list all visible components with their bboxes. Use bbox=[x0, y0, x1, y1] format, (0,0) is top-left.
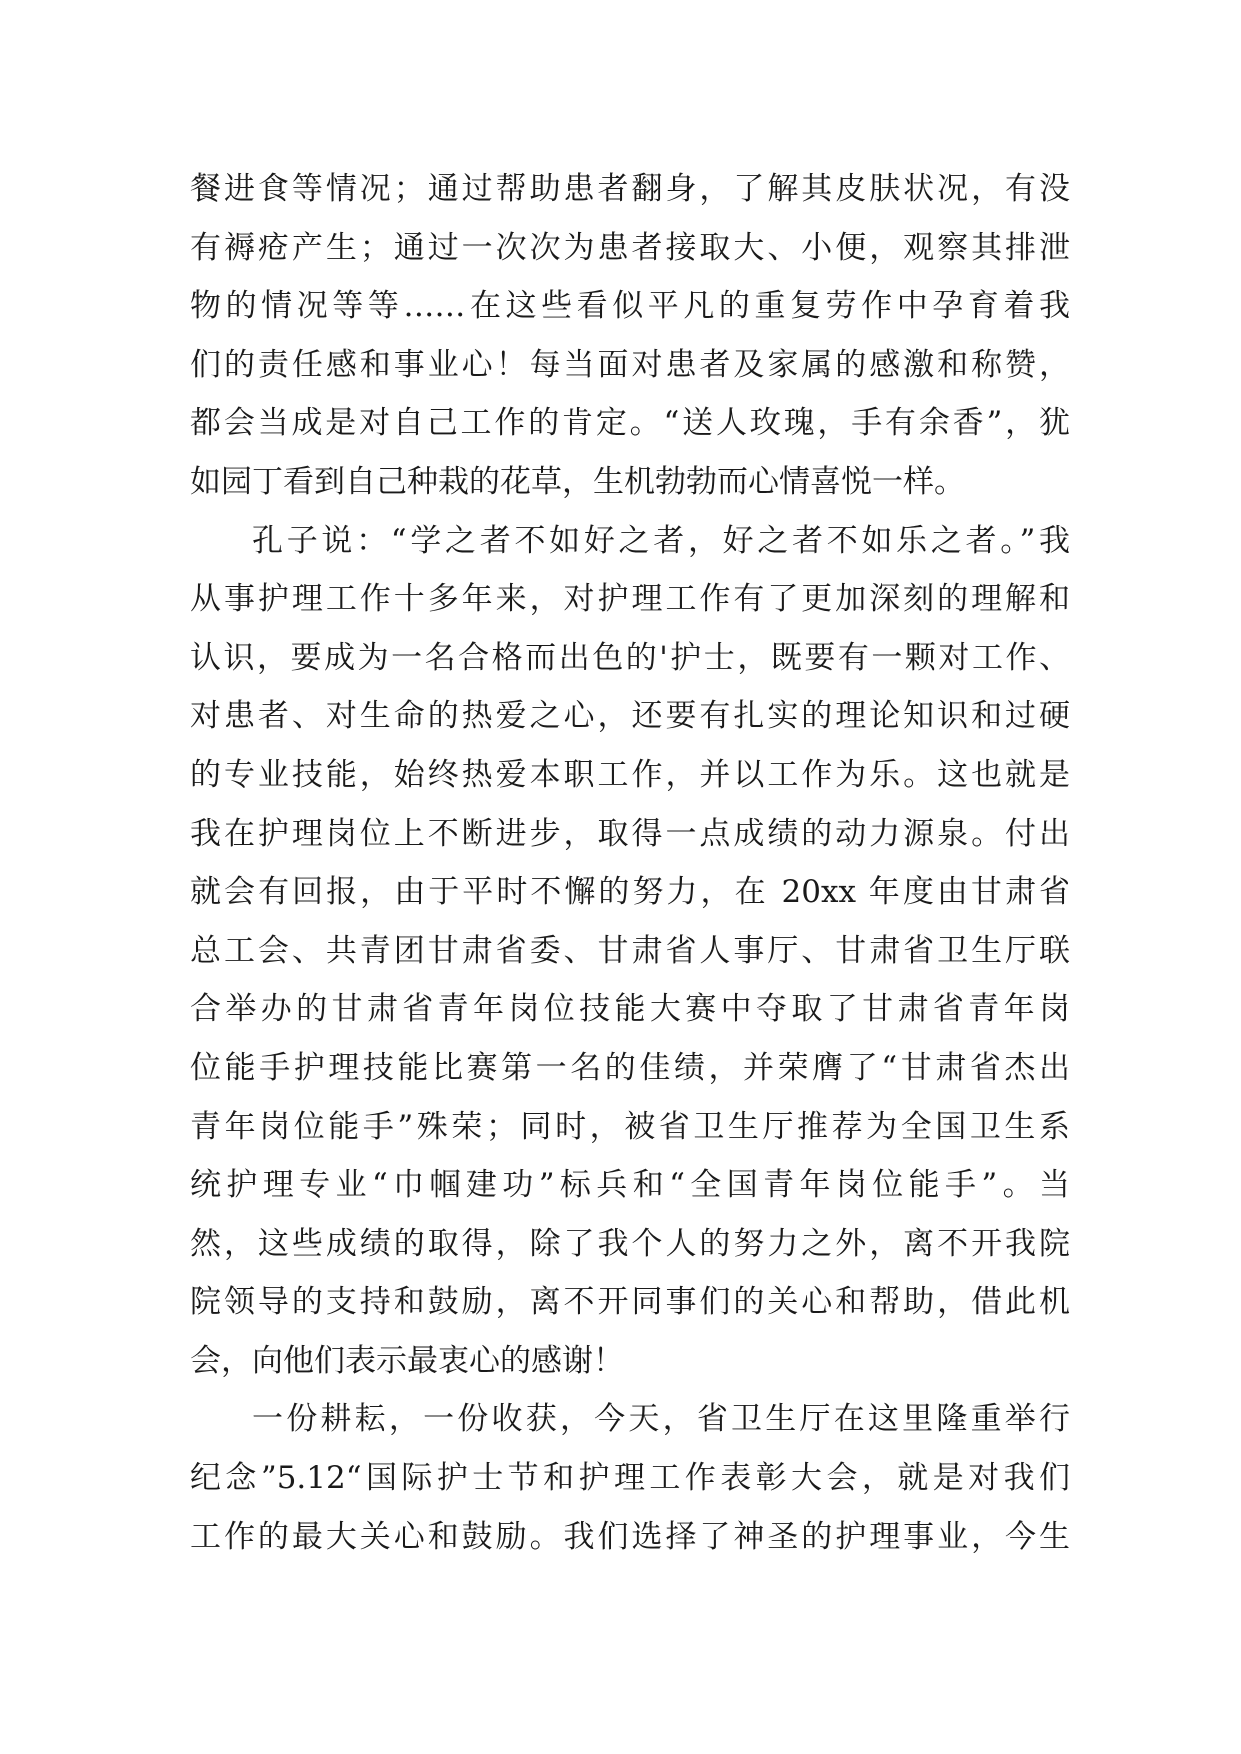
text-line: 如园丁看到自己种栽的花草，生机勃勃而心情喜悦一样。 bbox=[190, 463, 965, 500]
text-line: 总工会、共青团甘肃省委、甘肃省人事厅、甘肃省卫生厅联 bbox=[190, 932, 1070, 969]
text-line: 位能手护理技能比赛第一名的佳绩，并荣膺了“甘肃省杰出 bbox=[190, 1049, 1070, 1086]
text-line: 纪念”5.12“国际护士节和护理工作表彰大会，就是对我们 bbox=[190, 1460, 1070, 1497]
paragraph bbox=[190, 1390, 1070, 1566]
text-line: 认识，要成为一名合格而出色的'护士，既要有一颗对工作、 bbox=[190, 639, 1070, 676]
text-line: 会，向他们表示最衷心的感谢！ bbox=[190, 1342, 624, 1379]
text-line: 对患者、对生命的热爱之心，还要有扎实的理论知识和过硬 bbox=[190, 698, 1070, 735]
text-line: 一份耕耘，一份收获，今天，省卫生厅在这里隆重举行 bbox=[252, 1401, 1070, 1438]
paragraph bbox=[190, 512, 1070, 1391]
text-line: 工作的最大关心和鼓励。我们选择了神圣的护理事业，今生 bbox=[190, 1518, 1070, 1555]
text-line: 从事护理工作十多年来，对护理工作有了更加深刻的理解和 bbox=[190, 581, 1070, 618]
text-line: 们的责任感和事业心！每当面对患者及家属的感激和称赞， bbox=[190, 346, 1070, 383]
text-line: 餐进食等情况；通过帮助患者翻身，了解其皮肤状况，有没 bbox=[190, 171, 1070, 207]
text-line: 青年岗位能手”殊荣；同时，被省卫生厅推荐为全国卫生系 bbox=[190, 1108, 1070, 1145]
text-line: 物的情况等等……在这些看似平凡的重复劳作中孕育着我 bbox=[190, 288, 1070, 325]
text-line: 的专业技能，始终热爱本职工作，并以工作为乐。这也就是 bbox=[190, 756, 1070, 793]
text-line: 有褥疮产生；通过一次次为患者接取大、小便，观察其排泄 bbox=[190, 229, 1070, 266]
paragraph bbox=[190, 160, 1070, 512]
text-line: 我在护理岗位上不断进步，取得一点成绩的动力源泉。付出 bbox=[190, 815, 1070, 852]
text-line: 统护理专业“巾帼建功”标兵和“全国青年岗位能手”。当 bbox=[190, 1167, 1070, 1204]
body-text bbox=[190, 160, 1070, 1566]
text-line: 然，这些成绩的取得，除了我个人的努力之外，离不开我院 bbox=[190, 1225, 1070, 1262]
text-line: 院领导的支持和鼓励，离不开同事们的关心和帮助，借此机 bbox=[190, 1284, 1070, 1321]
text-line: 孔子说：“学之者不如好之者，好之者不如乐之者。”我 bbox=[252, 522, 1070, 559]
text-line: 就会有回报，由于平时不懈的努力，在 20xx 年度由甘肃省 bbox=[190, 874, 1070, 911]
text-line: 合举办的甘肃省青年岗位技能大赛中夺取了甘肃省青年岗 bbox=[190, 991, 1070, 1028]
text-line: 都会当成是对自己工作的肯定。“送人玫瑰，手有余香”，犹 bbox=[190, 405, 1070, 442]
